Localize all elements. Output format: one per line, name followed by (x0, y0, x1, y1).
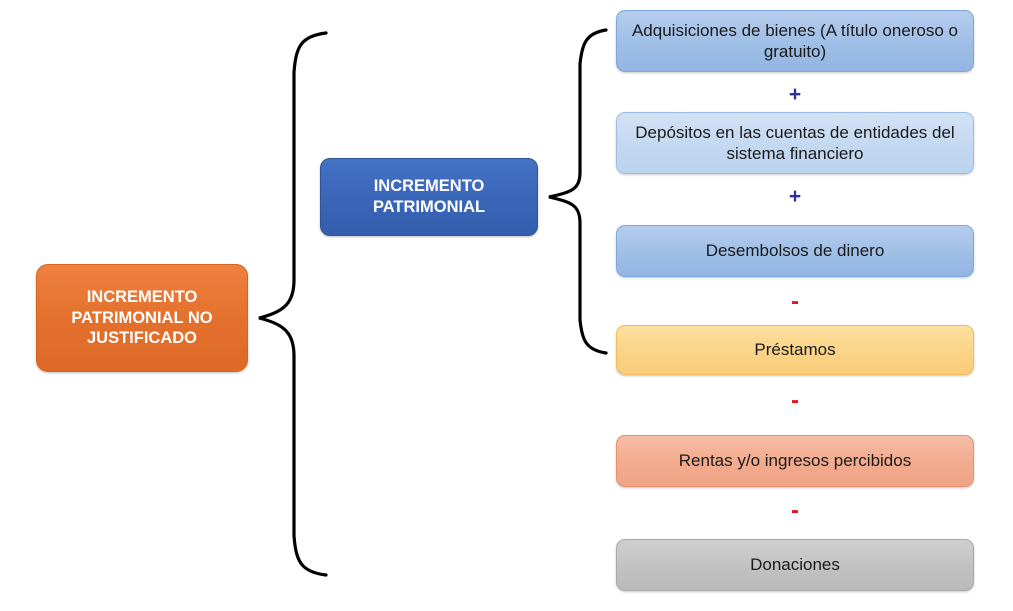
right-brace (549, 30, 606, 353)
operator-minus-3: - (791, 497, 799, 524)
item-prestamos: Préstamos (616, 325, 974, 375)
operator-minus-1: - (791, 288, 799, 315)
item-depositos-cuentas-sistema-financiero: Depósitos en las cuentas de entidades del sistema financiero (616, 112, 974, 174)
node-incremento-patrimonial: INCREMENTO PATRIMONIAL (320, 158, 538, 236)
operator-minus-2: - (791, 387, 799, 414)
item-adquisiciones-de-bienes: Adquisiciones de bienes (A título oneroso o gratuito) (616, 10, 974, 72)
item-desembolsos-de-dinero: Desembolsos de dinero (616, 225, 974, 277)
item-donaciones: Donaciones (616, 539, 974, 591)
root-node-incremento-patrimonial-no-justificado: INCREMENTO PATRIMONIAL NO JUSTIFICADO (36, 264, 248, 372)
left-brace (259, 33, 326, 575)
operator-plus-2: + (788, 185, 802, 208)
operator-plus-1: + (788, 83, 802, 106)
item-rentas-ingresos-percibidos: Rentas y/o ingresos percibidos (616, 435, 974, 487)
